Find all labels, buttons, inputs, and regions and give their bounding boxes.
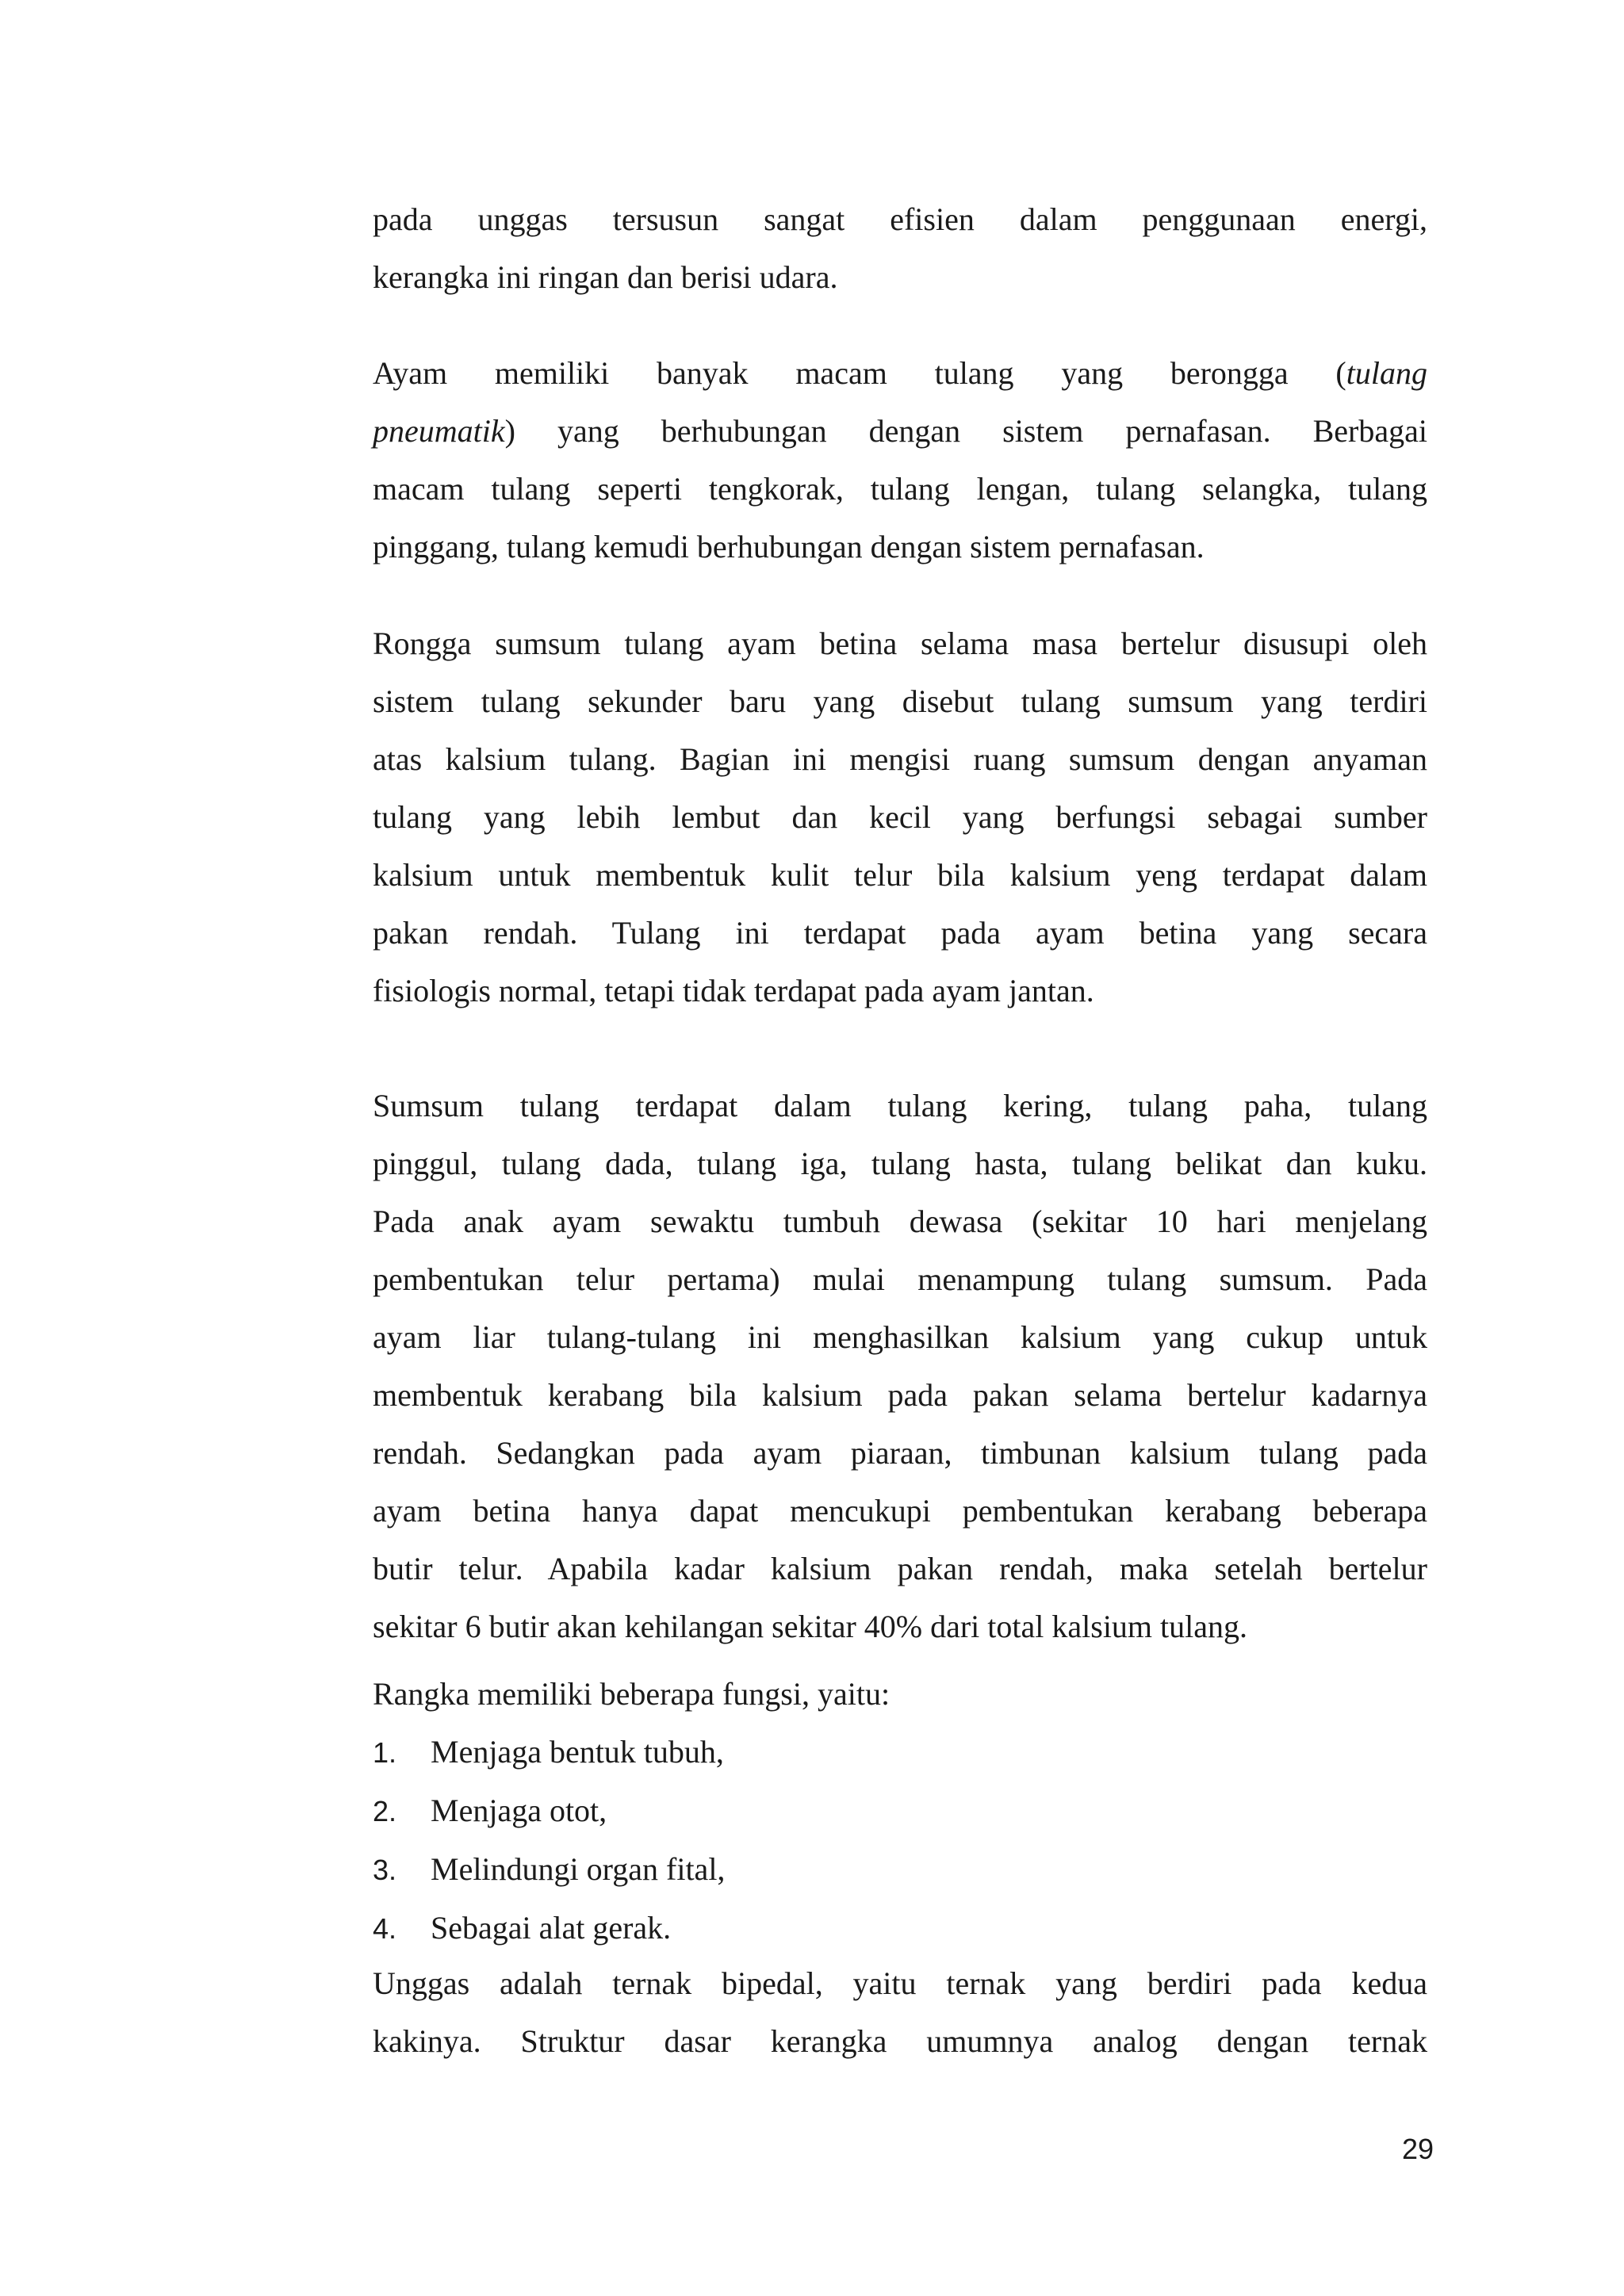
text-line: pinggul, tulang dada, tulang iga, tulang hasta, tulang belikat dan kuku. bbox=[373, 1146, 1427, 1181]
paragraph-4 bbox=[373, 1077, 1427, 1655]
text-line: membentuk kerabang bila kalsium pada pakan selama bertelur kadarnya bbox=[373, 1377, 1427, 1413]
text-line: Pada anak ayam sewaktu tumbuh dewasa (sekitar 10 hari menjelang bbox=[373, 1203, 1427, 1239]
list-number: 3. bbox=[373, 1854, 397, 1886]
text-line: tulang yang lebih lembut dan kecil yang berfungsi sebagai sumber bbox=[373, 799, 1427, 835]
italic-term: tulang bbox=[1346, 355, 1427, 391]
list-item bbox=[373, 1781, 1427, 1840]
list-intro bbox=[373, 1665, 1427, 1723]
list-item bbox=[373, 1723, 1427, 1781]
text-line: Sumsum tulang terdapat dalam tulang kering, tulang paha, tulang bbox=[373, 1088, 1427, 1123]
text-line: Rangka memiliki beberapa fungsi, yaitu: bbox=[373, 1676, 891, 1712]
text-line bbox=[373, 402, 1427, 460]
text-segment: Ayam memiliki banyak macam tulang yang berongga ( bbox=[373, 355, 1346, 391]
paragraph-3 bbox=[373, 614, 1427, 1020]
text-line: pembentukan telur pertama) mulai menampung tulang sumsum. Pada bbox=[373, 1261, 1427, 1297]
page-number: 29 bbox=[1402, 2133, 1434, 2165]
text-line: ayam liar tulang-tulang ini menghasilkan kalsium yang cukup untuk bbox=[373, 1319, 1427, 1355]
text-line: atas kalsium tulang. Bagian ini mengisi ruang sumsum dengan anyaman bbox=[373, 741, 1427, 777]
text-line: pada unggas tersusun sangat efisien dalam penggunaan energi, bbox=[373, 201, 1427, 237]
list-number: 4. bbox=[373, 1912, 397, 1945]
text-line: butir telur. Apabila kadar kalsium pakan rendah, maka setelah bertelur bbox=[373, 1551, 1427, 1586]
function-list bbox=[373, 1723, 1427, 1957]
text-line: kerangka ini ringan dan berisi udara. bbox=[373, 259, 838, 295]
list-item bbox=[373, 1840, 1427, 1899]
document-page bbox=[373, 0, 1427, 2296]
list-number: 1. bbox=[373, 1736, 397, 1769]
list-text: Menjaga bentuk tubuh, bbox=[431, 1734, 724, 1770]
list-item bbox=[373, 1899, 1427, 1957]
text-line: Unggas adalah ternak bipedal, yaitu ternak yang berdiri pada kedua bbox=[373, 1965, 1427, 2001]
text-line: kakinya. Struktur dasar kerangka umumnya analog dengan ternak bbox=[373, 2023, 1427, 2059]
text-line: rendah. Sedangkan pada ayam piaraan, timbunan kalsium tulang pada bbox=[373, 1435, 1427, 1471]
text-line: sekitar 6 butir akan kehilangan sekitar 40% dari total kalsium tulang. bbox=[373, 1609, 1248, 1644]
text-line: kalsium untuk membentuk kulit telur bila kalsium yeng terdapat dalam bbox=[373, 857, 1427, 893]
text-line: Rongga sumsum tulang ayam betina selama masa bertelur disusupi oleh bbox=[373, 626, 1427, 661]
list-text: Melindungi organ fital, bbox=[431, 1851, 726, 1887]
paragraph-2 bbox=[373, 344, 1427, 576]
text-line: pinggang, tulang kemudi berhubungan dengan sistem pernafasan. bbox=[373, 529, 1205, 564]
paragraph-1 bbox=[373, 190, 1427, 306]
text-segment: ) yang berhubungan dengan sistem pernafasan. Berbagai bbox=[504, 413, 1427, 449]
list-number: 2. bbox=[373, 1795, 397, 1827]
text-line: ayam betina hanya dapat mencukupi pembentukan kerabang beberapa bbox=[373, 1493, 1427, 1529]
text-line: pakan rendah. Tulang ini terdapat pada ayam betina yang secara bbox=[373, 915, 1427, 951]
list-text: Menjaga otot, bbox=[431, 1793, 607, 1828]
italic-term: pneumatik bbox=[373, 413, 505, 449]
text-line: fisiologis normal, tetapi tidak terdapat pada ayam jantan. bbox=[373, 973, 1094, 1008]
text-line bbox=[373, 344, 1427, 402]
text-line: macam tulang seperti tengkorak, tulang lengan, tulang selangka, tulang bbox=[373, 471, 1427, 507]
paragraph-5 bbox=[373, 1954, 1427, 2070]
list-text: Sebagai alat gerak. bbox=[431, 1910, 672, 1946]
text-line: sistem tulang sekunder baru yang disebut tulang sumsum yang terdiri bbox=[373, 683, 1427, 719]
